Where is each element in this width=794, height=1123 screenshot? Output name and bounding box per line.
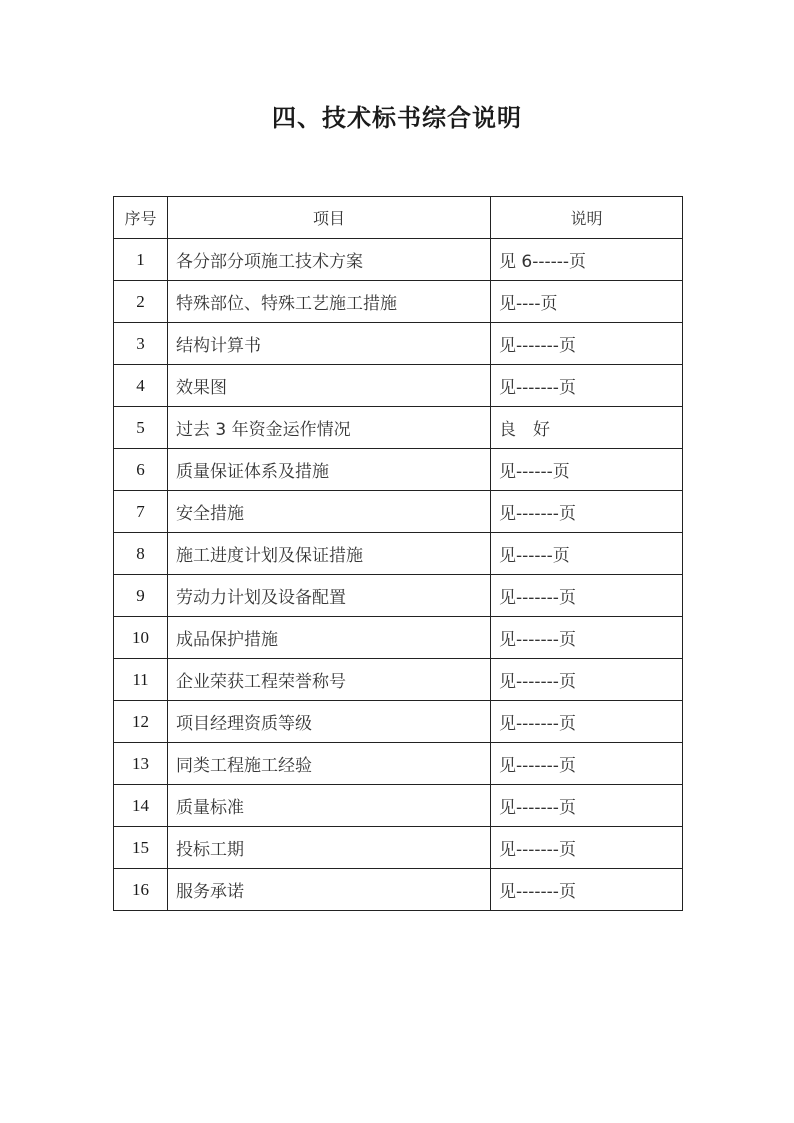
row-number: 7 <box>114 491 168 533</box>
row-description: 见-------页 <box>491 701 683 743</box>
row-description: 见-------页 <box>491 617 683 659</box>
table-row <box>114 533 683 575</box>
row-item: 同类工程施工经验 <box>168 743 491 785</box>
header-description: 说明 <box>491 197 683 239</box>
table-row <box>114 743 683 785</box>
table-row <box>114 323 683 365</box>
row-description: 见-------页 <box>491 323 683 365</box>
row-number: 15 <box>114 827 168 869</box>
row-item: 施工进度计划及保证措施 <box>168 533 491 575</box>
row-description: 见-------页 <box>491 743 683 785</box>
summary-table <box>113 196 683 911</box>
row-item: 安全措施 <box>168 491 491 533</box>
row-number: 12 <box>114 701 168 743</box>
row-description: 见-------页 <box>491 827 683 869</box>
row-description: 见-------页 <box>491 491 683 533</box>
table-row <box>114 575 683 617</box>
row-number: 5 <box>114 407 168 449</box>
row-item: 过去 3 年资金运作情况 <box>168 407 491 449</box>
row-item: 成品保护措施 <box>168 617 491 659</box>
row-description: 见-------页 <box>491 659 683 701</box>
table-row <box>114 827 683 869</box>
row-item: 特殊部位、特殊工艺施工措施 <box>168 281 491 323</box>
row-description: 见----页 <box>491 281 683 323</box>
row-item: 质量标准 <box>168 785 491 827</box>
row-description: 见------页 <box>491 449 683 491</box>
row-description: 见-------页 <box>491 785 683 827</box>
row-number: 8 <box>114 533 168 575</box>
row-description: 见-------页 <box>491 575 683 617</box>
table-row <box>114 491 683 533</box>
row-item: 各分部分项施工技术方案 <box>168 239 491 281</box>
row-number: 16 <box>114 869 168 911</box>
page-title: 四、技术标书综合说明 <box>272 104 522 132</box>
table-row <box>114 701 683 743</box>
table-row <box>114 785 683 827</box>
row-number: 10 <box>114 617 168 659</box>
row-number: 13 <box>114 743 168 785</box>
table-header-row <box>114 197 683 239</box>
table-row <box>114 617 683 659</box>
row-number: 4 <box>114 365 168 407</box>
row-description: 见-------页 <box>491 365 683 407</box>
row-number: 14 <box>114 785 168 827</box>
header-serial-number: 序号 <box>114 197 168 239</box>
table-row <box>114 239 683 281</box>
table-row <box>114 869 683 911</box>
table-row <box>114 365 683 407</box>
row-number: 6 <box>114 449 168 491</box>
row-number: 9 <box>114 575 168 617</box>
row-item: 劳动力计划及设备配置 <box>168 575 491 617</box>
row-number: 3 <box>114 323 168 365</box>
row-item: 企业荣获工程荣誉称号 <box>168 659 491 701</box>
table-row <box>114 659 683 701</box>
row-item: 服务承诺 <box>168 869 491 911</box>
row-item: 效果图 <box>168 365 491 407</box>
row-item: 投标工期 <box>168 827 491 869</box>
row-description: 见------页 <box>491 533 683 575</box>
table-row <box>114 449 683 491</box>
table-row <box>114 407 683 449</box>
row-number: 2 <box>114 281 168 323</box>
row-item: 质量保证体系及措施 <box>168 449 491 491</box>
header-item: 项目 <box>168 197 491 239</box>
table-row <box>114 281 683 323</box>
row-number: 11 <box>114 659 168 701</box>
row-description: 良 好 <box>491 407 683 449</box>
row-item: 项目经理资质等级 <box>168 701 491 743</box>
row-description: 见-------页 <box>491 869 683 911</box>
row-number: 1 <box>114 239 168 281</box>
row-item: 结构计算书 <box>168 323 491 365</box>
row-description: 见 6------页 <box>491 239 683 281</box>
